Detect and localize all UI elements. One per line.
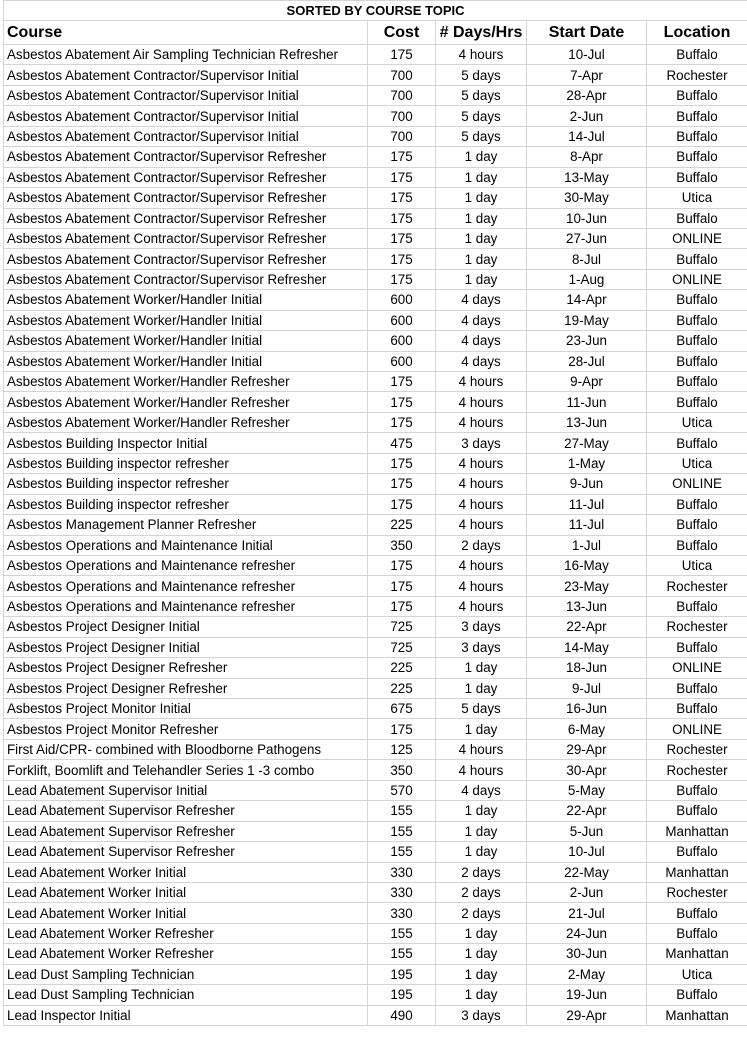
- location-cell[interactable]: Buffalo: [647, 126, 747, 146]
- course-cell[interactable]: Asbestos Abatement Worker/Handler Refresher: [4, 392, 368, 412]
- days-hrs-cell[interactable]: 4 days: [436, 331, 527, 351]
- location-cell[interactable]: Buffalo: [647, 923, 747, 943]
- course-cell[interactable]: Lead Abatement Worker Initial: [4, 903, 368, 923]
- days-hrs-cell[interactable]: 5 days: [436, 65, 527, 85]
- table-row: [4, 188, 747, 208]
- table-row: [4, 760, 747, 780]
- location-cell[interactable]: Buffalo: [647, 535, 747, 555]
- location-cell[interactable]: Rochester: [647, 617, 747, 637]
- table-row: [4, 678, 747, 698]
- cost-cell[interactable]: 195: [368, 964, 436, 984]
- days-hrs-cell[interactable]: 4 hours: [436, 760, 527, 780]
- location-cell[interactable]: Buffalo: [647, 167, 747, 187]
- table-row: [4, 85, 747, 105]
- course-cell[interactable]: Lead Abatement Worker Initial: [4, 862, 368, 882]
- table-row: [4, 903, 747, 923]
- table-row: [4, 658, 747, 678]
- cost-cell[interactable]: 700: [368, 65, 436, 85]
- course-cell[interactable]: Asbestos Abatement Worker/Handler Refresher: [4, 372, 368, 392]
- table-row: [4, 515, 747, 535]
- cost-cell[interactable]: 600: [368, 331, 436, 351]
- table-row: [4, 167, 747, 187]
- location-cell[interactable]: Buffalo: [647, 985, 747, 1005]
- course-cell[interactable]: Lead Abatement Supervisor Refresher: [4, 821, 368, 841]
- table-row: [4, 535, 747, 555]
- course-cell[interactable]: Asbestos Abatement Contractor/Supervisor Initial: [4, 85, 368, 105]
- table-row: [4, 494, 747, 514]
- course-cell[interactable]: Asbestos Building inspector refresher: [4, 474, 368, 494]
- start-date-cell[interactable]: 22-Apr: [527, 801, 647, 821]
- start-date-cell[interactable]: 10-Jul: [527, 45, 647, 65]
- start-date-cell[interactable]: 9-Jun: [527, 474, 647, 494]
- start-date-cell[interactable]: 11-Jul: [527, 494, 647, 514]
- cost-cell[interactable]: 490: [368, 1005, 436, 1025]
- cost-cell[interactable]: 700: [368, 126, 436, 146]
- cost-cell[interactable]: 155: [368, 923, 436, 943]
- table-row: [4, 944, 747, 964]
- location-cell[interactable]: Buffalo: [647, 147, 747, 167]
- location-cell[interactable]: Buffalo: [647, 372, 747, 392]
- course-cell[interactable]: Asbestos Operations and Maintenance refresher: [4, 576, 368, 596]
- header-location[interactable]: Location: [647, 21, 747, 45]
- cost-cell[interactable]: 155: [368, 821, 436, 841]
- days-hrs-cell[interactable]: 4 hours: [436, 515, 527, 535]
- start-date-cell[interactable]: 10-Jul: [527, 842, 647, 862]
- days-hrs-cell[interactable]: 2 days: [436, 862, 527, 882]
- table-row: [4, 412, 747, 432]
- cost-cell[interactable]: 175: [368, 576, 436, 596]
- course-cell[interactable]: First Aid/CPR- combined with Bloodborne Pathogens: [4, 739, 368, 759]
- course-cell[interactable]: Asbestos Operations and Maintenance Initial: [4, 535, 368, 555]
- table-row: [4, 351, 747, 371]
- days-hrs-cell[interactable]: 1 day: [436, 188, 527, 208]
- course-cell[interactable]: Asbestos Abatement Contractor/Supervisor Refresher: [4, 147, 368, 167]
- days-hrs-cell[interactable]: 4 hours: [436, 555, 527, 575]
- start-date-cell[interactable]: 6-May: [527, 719, 647, 739]
- days-hrs-cell[interactable]: 1 day: [436, 964, 527, 984]
- cost-cell[interactable]: 175: [368, 474, 436, 494]
- days-hrs-cell[interactable]: 1 day: [436, 269, 527, 289]
- start-date-cell[interactable]: 2-Jun: [527, 106, 647, 126]
- location-cell[interactable]: Buffalo: [647, 290, 747, 310]
- start-date-cell[interactable]: 22-May: [527, 862, 647, 882]
- course-cell[interactable]: Asbestos Project Designer Refresher: [4, 678, 368, 698]
- course-cell[interactable]: Asbestos Building inspector refresher: [4, 453, 368, 473]
- days-hrs-cell[interactable]: 4 days: [436, 351, 527, 371]
- days-hrs-cell[interactable]: 1 day: [436, 658, 527, 678]
- location-cell[interactable]: Buffalo: [647, 637, 747, 657]
- course-cell[interactable]: Asbestos Project Monitor Refresher: [4, 719, 368, 739]
- table-row: [4, 208, 747, 228]
- start-date-cell[interactable]: 7-Apr: [527, 65, 647, 85]
- start-date-cell[interactable]: 1-Jul: [527, 535, 647, 555]
- table-row: [4, 228, 747, 248]
- table-row: [4, 739, 747, 759]
- location-cell[interactable]: ONLINE: [647, 228, 747, 248]
- location-cell[interactable]: Rochester: [647, 576, 747, 596]
- course-cell[interactable]: Asbestos Abatement Worker/Handler Initial: [4, 290, 368, 310]
- header-row: [4, 21, 747, 45]
- days-hrs-cell[interactable]: 2 days: [436, 903, 527, 923]
- table-row: [4, 596, 747, 616]
- table-row: [4, 801, 747, 821]
- location-cell[interactable]: Rochester: [647, 760, 747, 780]
- days-hrs-cell[interactable]: 4 days: [436, 290, 527, 310]
- days-hrs-cell[interactable]: 4 days: [436, 780, 527, 800]
- start-date-cell[interactable]: 14-Apr: [527, 290, 647, 310]
- location-cell[interactable]: Buffalo: [647, 699, 747, 719]
- cost-cell[interactable]: 175: [368, 208, 436, 228]
- cost-cell[interactable]: 175: [368, 269, 436, 289]
- table-row: [4, 269, 747, 289]
- start-date-cell[interactable]: 19-Jun: [527, 985, 647, 1005]
- days-hrs-cell[interactable]: 1 day: [436, 944, 527, 964]
- cost-cell[interactable]: 155: [368, 801, 436, 821]
- start-date-cell[interactable]: 10-Jun: [527, 208, 647, 228]
- table-row: [4, 637, 747, 657]
- cost-cell[interactable]: 600: [368, 310, 436, 330]
- course-cell[interactable]: Asbestos Project Designer Initial: [4, 617, 368, 637]
- days-hrs-cell[interactable]: 2 days: [436, 882, 527, 902]
- cost-cell[interactable]: 725: [368, 617, 436, 637]
- location-cell[interactable]: Utica: [647, 453, 747, 473]
- start-date-cell[interactable]: 5-May: [527, 780, 647, 800]
- table-row: [4, 964, 747, 984]
- cost-cell[interactable]: 600: [368, 290, 436, 310]
- course-cell[interactable]: Lead Dust Sampling Technician: [4, 964, 368, 984]
- start-date-cell[interactable]: 24-Jun: [527, 923, 647, 943]
- days-hrs-cell[interactable]: 1 day: [436, 147, 527, 167]
- course-cell[interactable]: Lead Abatement Supervisor Refresher: [4, 842, 368, 862]
- days-hrs-cell[interactable]: 4 hours: [436, 596, 527, 616]
- table-row: [4, 45, 747, 65]
- days-hrs-cell[interactable]: 4 hours: [436, 576, 527, 596]
- cost-cell[interactable]: 175: [368, 392, 436, 412]
- header-start-date[interactable]: Start Date: [527, 21, 647, 45]
- table-row: [4, 249, 747, 269]
- table-body: [4, 45, 747, 1026]
- course-cell[interactable]: Asbestos Abatement Contractor/Supervisor Refresher: [4, 269, 368, 289]
- cost-cell[interactable]: 330: [368, 882, 436, 902]
- course-cell[interactable]: Asbestos Abatement Worker/Handler Initial: [4, 351, 368, 371]
- table-row: [4, 555, 747, 575]
- start-date-cell[interactable]: 19-May: [527, 310, 647, 330]
- days-hrs-cell[interactable]: 1 day: [436, 821, 527, 841]
- start-date-cell[interactable]: 13-Jun: [527, 412, 647, 432]
- location-cell[interactable]: Buffalo: [647, 85, 747, 105]
- cost-cell[interactable]: 225: [368, 658, 436, 678]
- start-date-cell[interactable]: 30-May: [527, 188, 647, 208]
- table-row: [4, 923, 747, 943]
- cost-cell[interactable]: 175: [368, 555, 436, 575]
- table-row: [4, 474, 747, 494]
- days-hrs-cell[interactable]: 4 hours: [436, 412, 527, 432]
- table-row: [4, 453, 747, 473]
- table-row: [4, 576, 747, 596]
- course-cell[interactable]: Lead Abatement Supervisor Refresher: [4, 801, 368, 821]
- course-cell[interactable]: Asbestos Abatement Contractor/Supervisor Initial: [4, 106, 368, 126]
- course-cell[interactable]: Asbestos Project Designer Refresher: [4, 658, 368, 678]
- days-hrs-cell[interactable]: 4 days: [436, 310, 527, 330]
- days-hrs-cell[interactable]: 5 days: [436, 699, 527, 719]
- start-date-cell[interactable]: 9-Jul: [527, 678, 647, 698]
- course-cell[interactable]: Asbestos Abatement Worker/Handler Refresher: [4, 412, 368, 432]
- days-hrs-cell[interactable]: 3 days: [436, 637, 527, 657]
- table-row: [4, 985, 747, 1005]
- days-hrs-cell[interactable]: 3 days: [436, 1005, 527, 1025]
- table-row: [4, 780, 747, 800]
- location-cell[interactable]: ONLINE: [647, 269, 747, 289]
- cost-cell[interactable]: 195: [368, 985, 436, 1005]
- location-cell[interactable]: Buffalo: [647, 310, 747, 330]
- cost-cell[interactable]: 175: [368, 147, 436, 167]
- start-date-cell[interactable]: 29-Apr: [527, 739, 647, 759]
- start-date-cell[interactable]: 5-Jun: [527, 821, 647, 841]
- start-date-cell[interactable]: 16-May: [527, 555, 647, 575]
- course-cell[interactable]: Asbestos Abatement Air Sampling Technician Refresher: [4, 45, 368, 65]
- start-date-cell[interactable]: 2-May: [527, 964, 647, 984]
- location-cell[interactable]: Buffalo: [647, 208, 747, 228]
- table-row: [4, 821, 747, 841]
- days-hrs-cell[interactable]: 4 hours: [436, 372, 527, 392]
- start-date-cell[interactable]: 27-May: [527, 433, 647, 453]
- location-cell[interactable]: Buffalo: [647, 45, 747, 65]
- location-cell[interactable]: Buffalo: [647, 106, 747, 126]
- table-row: [4, 1005, 747, 1025]
- location-cell[interactable]: Buffalo: [647, 433, 747, 453]
- location-cell[interactable]: ONLINE: [647, 658, 747, 678]
- course-cell[interactable]: Asbestos Abatement Worker/Handler Initial: [4, 331, 368, 351]
- location-cell[interactable]: Buffalo: [647, 596, 747, 616]
- days-hrs-cell[interactable]: 1 day: [436, 228, 527, 248]
- location-cell[interactable]: Buffalo: [647, 801, 747, 821]
- course-cell[interactable]: Asbestos Abatement Contractor/Supervisor Refresher: [4, 249, 368, 269]
- days-hrs-cell[interactable]: 5 days: [436, 85, 527, 105]
- table-row: [4, 310, 747, 330]
- start-date-cell[interactable]: 23-May: [527, 576, 647, 596]
- days-hrs-cell[interactable]: 1 day: [436, 842, 527, 862]
- location-cell[interactable]: ONLINE: [647, 719, 747, 739]
- days-hrs-cell[interactable]: 5 days: [436, 106, 527, 126]
- location-cell[interactable]: Buffalo: [647, 249, 747, 269]
- course-cell[interactable]: Lead Dust Sampling Technician: [4, 985, 368, 1005]
- table-row: [4, 392, 747, 412]
- days-hrs-cell[interactable]: 1 day: [436, 801, 527, 821]
- table-row: [4, 65, 747, 85]
- course-cell[interactable]: Asbestos Project Monitor Initial: [4, 699, 368, 719]
- start-date-cell[interactable]: 8-Apr: [527, 147, 647, 167]
- table-row: [4, 372, 747, 392]
- location-cell[interactable]: Buffalo: [647, 392, 747, 412]
- cost-cell[interactable]: 155: [368, 944, 436, 964]
- start-date-cell[interactable]: 30-Apr: [527, 760, 647, 780]
- start-date-cell[interactable]: 27-Jun: [527, 228, 647, 248]
- title-row: [4, 1, 747, 21]
- course-cell[interactable]: Lead Abatement Supervisor Initial: [4, 780, 368, 800]
- start-date-cell[interactable]: 9-Apr: [527, 372, 647, 392]
- start-date-cell[interactable]: 8-Jul: [527, 249, 647, 269]
- sheet-title[interactable]: SORTED BY COURSE TOPIC: [4, 1, 747, 21]
- location-cell[interactable]: Buffalo: [647, 351, 747, 371]
- location-cell[interactable]: Buffalo: [647, 903, 747, 923]
- days-hrs-cell[interactable]: 4 hours: [436, 739, 527, 759]
- cost-cell[interactable]: 175: [368, 719, 436, 739]
- cost-cell[interactable]: 330: [368, 862, 436, 882]
- start-date-cell[interactable]: 11-Jul: [527, 515, 647, 535]
- days-hrs-cell[interactable]: 1 day: [436, 719, 527, 739]
- location-cell[interactable]: Manhattan: [647, 821, 747, 841]
- location-cell[interactable]: Utica: [647, 188, 747, 208]
- days-hrs-cell[interactable]: 3 days: [436, 433, 527, 453]
- table-row: [4, 331, 747, 351]
- location-cell[interactable]: Utica: [647, 964, 747, 984]
- start-date-cell[interactable]: 18-Jun: [527, 658, 647, 678]
- cost-cell[interactable]: 175: [368, 188, 436, 208]
- cost-cell[interactable]: 700: [368, 106, 436, 126]
- course-cell[interactable]: Asbestos Abatement Contractor/Supervisor Refresher: [4, 228, 368, 248]
- course-cell[interactable]: Asbestos Building Inspector Initial: [4, 433, 368, 453]
- course-cell[interactable]: Asbestos Project Designer Initial: [4, 637, 368, 657]
- start-date-cell[interactable]: 23-Jun: [527, 331, 647, 351]
- cost-cell[interactable]: 175: [368, 249, 436, 269]
- location-cell[interactable]: Manhattan: [647, 1005, 747, 1025]
- table-row: [4, 882, 747, 902]
- course-cell[interactable]: Asbestos Abatement Contractor/Supervisor Refresher: [4, 188, 368, 208]
- start-date-cell[interactable]: 21-Jul: [527, 903, 647, 923]
- cost-cell[interactable]: 350: [368, 535, 436, 555]
- location-cell[interactable]: Buffalo: [647, 494, 747, 514]
- days-hrs-cell[interactable]: 4 hours: [436, 392, 527, 412]
- days-hrs-cell[interactable]: 1 day: [436, 167, 527, 187]
- location-cell[interactable]: Rochester: [647, 739, 747, 759]
- course-cell[interactable]: Asbestos Operations and Maintenance refresher: [4, 555, 368, 575]
- cost-cell[interactable]: 330: [368, 903, 436, 923]
- course-cell[interactable]: Asbestos Building inspector refresher: [4, 494, 368, 514]
- days-hrs-cell[interactable]: 4 hours: [436, 453, 527, 473]
- cost-cell[interactable]: 570: [368, 780, 436, 800]
- course-cell[interactable]: Lead Abatement Worker Refresher: [4, 923, 368, 943]
- table-row: [4, 433, 747, 453]
- start-date-cell[interactable]: 13-May: [527, 167, 647, 187]
- location-cell[interactable]: Utica: [647, 555, 747, 575]
- cost-cell[interactable]: 155: [368, 842, 436, 862]
- start-date-cell[interactable]: 16-Jun: [527, 699, 647, 719]
- start-date-cell[interactable]: 11-Jun: [527, 392, 647, 412]
- start-date-cell[interactable]: 14-Jul: [527, 126, 647, 146]
- table-row: [4, 147, 747, 167]
- course-cell[interactable]: Asbestos Abatement Contractor/Supervisor Refresher: [4, 208, 368, 228]
- cost-cell[interactable]: 175: [368, 167, 436, 187]
- cost-cell[interactable]: 175: [368, 412, 436, 432]
- cost-cell[interactable]: 175: [368, 228, 436, 248]
- cost-cell[interactable]: 175: [368, 45, 436, 65]
- cost-cell[interactable]: 175: [368, 372, 436, 392]
- days-hrs-cell[interactable]: 3 days: [436, 617, 527, 637]
- location-cell[interactable]: Manhattan: [647, 944, 747, 964]
- start-date-cell[interactable]: 1-Aug: [527, 269, 647, 289]
- table-row: [4, 862, 747, 882]
- cost-cell[interactable]: 175: [368, 494, 436, 514]
- start-date-cell[interactable]: 22-Apr: [527, 617, 647, 637]
- cost-cell[interactable]: 600: [368, 351, 436, 371]
- days-hrs-cell[interactable]: 4 hours: [436, 45, 527, 65]
- course-cell[interactable]: Asbestos Abatement Contractor/Supervisor Initial: [4, 65, 368, 85]
- cost-cell[interactable]: 175: [368, 596, 436, 616]
- start-date-cell[interactable]: 13-Jun: [527, 596, 647, 616]
- days-hrs-cell[interactable]: 4 hours: [436, 494, 527, 514]
- days-hrs-cell[interactable]: 4 hours: [436, 474, 527, 494]
- cost-cell[interactable]: 700: [368, 85, 436, 105]
- days-hrs-cell[interactable]: 1 day: [436, 985, 527, 1005]
- cost-cell[interactable]: 475: [368, 433, 436, 453]
- start-date-cell[interactable]: 28-Jul: [527, 351, 647, 371]
- location-cell[interactable]: Rochester: [647, 882, 747, 902]
- days-hrs-cell[interactable]: 1 day: [436, 208, 527, 228]
- location-cell[interactable]: Buffalo: [647, 515, 747, 535]
- location-cell[interactable]: Buffalo: [647, 842, 747, 862]
- course-cell[interactable]: Asbestos Abatement Contractor/Supervisor Initial: [4, 126, 368, 146]
- days-hrs-cell[interactable]: 5 days: [436, 126, 527, 146]
- location-cell[interactable]: Manhattan: [647, 862, 747, 882]
- start-date-cell[interactable]: 1-May: [527, 453, 647, 473]
- days-hrs-cell[interactable]: 1 day: [436, 923, 527, 943]
- header-course[interactable]: Course: [4, 21, 368, 45]
- start-date-cell[interactable]: 2-Jun: [527, 882, 647, 902]
- start-date-cell[interactable]: 14-May: [527, 637, 647, 657]
- location-cell[interactable]: Buffalo: [647, 331, 747, 351]
- course-cell[interactable]: Lead Abatement Worker Refresher: [4, 944, 368, 964]
- course-cell[interactable]: Asbestos Abatement Contractor/Supervisor Refresher: [4, 167, 368, 187]
- cost-cell[interactable]: 725: [368, 637, 436, 657]
- table-row: [4, 126, 747, 146]
- location-cell[interactable]: Rochester: [647, 65, 747, 85]
- table-row: [4, 617, 747, 637]
- table-row: [4, 106, 747, 126]
- days-hrs-cell[interactable]: 2 days: [436, 535, 527, 555]
- table-row: [4, 719, 747, 739]
- cost-cell[interactable]: 225: [368, 678, 436, 698]
- header-cost[interactable]: Cost: [368, 21, 436, 45]
- course-cell[interactable]: Lead Inspector Initial: [4, 1005, 368, 1025]
- cost-cell[interactable]: 675: [368, 699, 436, 719]
- location-cell[interactable]: Utica: [647, 412, 747, 432]
- cost-cell[interactable]: 125: [368, 739, 436, 759]
- location-cell[interactable]: Buffalo: [647, 780, 747, 800]
- table-row: [4, 842, 747, 862]
- cost-cell[interactable]: 175: [368, 453, 436, 473]
- start-date-cell[interactable]: 28-Apr: [527, 85, 647, 105]
- cost-cell[interactable]: 225: [368, 515, 436, 535]
- course-table: [3, 0, 747, 1026]
- course-cell[interactable]: Asbestos Operations and Maintenance refresher: [4, 596, 368, 616]
- days-hrs-cell[interactable]: 1 day: [436, 678, 527, 698]
- course-cell[interactable]: Asbestos Abatement Worker/Handler Initial: [4, 310, 368, 330]
- cost-cell[interactable]: 350: [368, 760, 436, 780]
- course-cell[interactable]: Lead Abatement Worker Initial: [4, 882, 368, 902]
- table-row: [4, 290, 747, 310]
- course-cell[interactable]: Forklift, Boomlift and Telehandler Series 1 -3 combo: [4, 760, 368, 780]
- header-days-hrs[interactable]: # Days/Hrs: [436, 21, 527, 45]
- start-date-cell[interactable]: 30-Jun: [527, 944, 647, 964]
- location-cell[interactable]: ONLINE: [647, 474, 747, 494]
- days-hrs-cell[interactable]: 1 day: [436, 249, 527, 269]
- course-cell[interactable]: Asbestos Management Planner Refresher: [4, 515, 368, 535]
- location-cell[interactable]: Buffalo: [647, 678, 747, 698]
- start-date-cell[interactable]: 29-Apr: [527, 1005, 647, 1025]
- table-row: [4, 699, 747, 719]
